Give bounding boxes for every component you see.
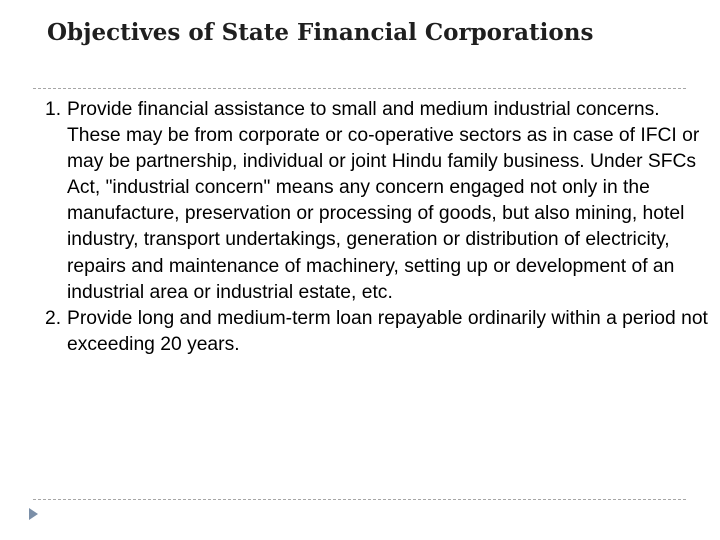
triangle-right-icon	[29, 508, 38, 520]
list-item-text: Provide financial assistance to small and medium industrial concerns. These may be from corporate or co-operative sectors as in case of IFCI or may be partnership, individual or joint Hindu family business. Under SFCs Act, "industrial concern" means any concern engaged not only in the manufacture, preservation or processing of goods, but also mining, hotel industry, transport undertakings, generation or distribution of electricity, repairs and maintenance of machinery, setting up or development of an industrial area or industrial estate, etc.	[67, 99, 700, 303]
list-item-text: Provide long and medium-term loan repayable ordinarily within a period not exceeding 20 years.	[67, 307, 708, 355]
footer-divider	[33, 499, 686, 500]
title-divider	[33, 88, 686, 89]
objectives-list	[45, 97, 710, 358]
list-item-number: 1.	[45, 99, 62, 120]
page-title: Objectives of State Financial Corporations	[47, 19, 594, 46]
list-item	[45, 306, 710, 358]
list-item	[45, 97, 710, 306]
list-item-number: 2.	[45, 307, 62, 329]
